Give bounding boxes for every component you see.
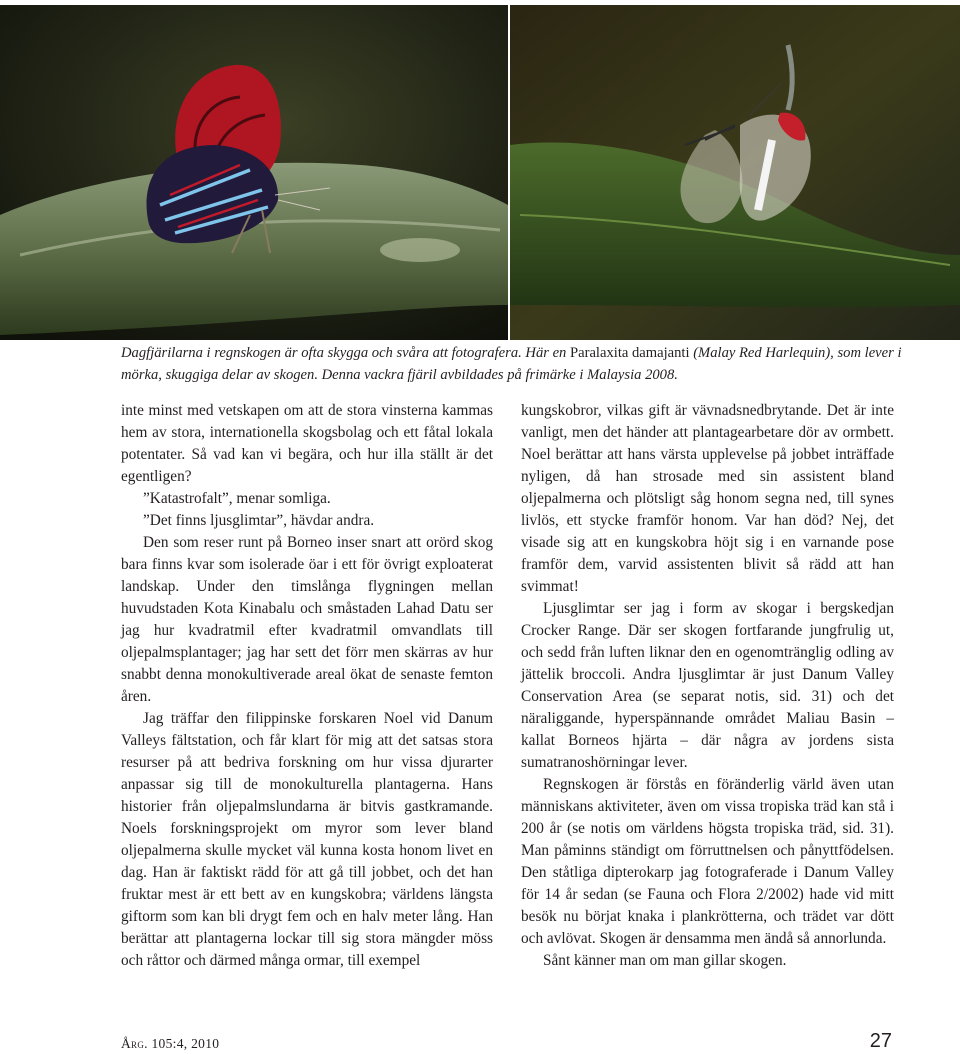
article-column-right — [521, 400, 894, 972]
photo-red-harlequin-butterfly — [0, 5, 508, 340]
caption-text-2: (Malay Red Harlequin), som lever i mörka, skuggiga delar av skogen. Denna vackra fjäril avbildades på frimärke i Malaysia 2008. — [121, 345, 902, 383]
caption-text-1: Dagfjärilarna i regnskogen är ofta skygga och svåra att fotografera. Här en — [121, 345, 570, 361]
paragraph: inte minst med vetskapen om att de stora vinsterna kammas hem av stora, internationella skogsbolag och ett fåtal lokala potentater. Så vad kan vi begära, och hur illa ställt är det egentligen? — [121, 402, 493, 485]
photo-strip — [0, 5, 960, 340]
paragraph: ”Det finns ljusglimtar”, hävdar andra. — [143, 512, 375, 529]
issue-info: Årg. 105:4, 2010 — [121, 1036, 220, 1051]
page-number: 27 — [869, 1030, 892, 1052]
photo-translucent-butterfly — [510, 5, 960, 340]
photo-caption — [121, 343, 921, 386]
paragraph: Regnskogen är förstås en föränderlig värld även utan människans aktiviteter, även om vissa tropiska träd kan stå i 200 år (se notis om världens högsta tropiska träd, sid. 31). Man påminns ständigt om förruttnelsen och pånyttfödelsen. Den ståtliga dipterokarp jag fotograferade i Danum Valley för 14 år sedan (se Fauna och Flora 2/2002) hade vid mitt besök nu börjat knaka i plankrötterna, och trädet var dött och avlövat. Skogen är densamma men ändå så annorlunda. — [521, 776, 894, 947]
butterfly-red-blue-icon — [0, 5, 508, 340]
butterfly-translucent-icon — [510, 5, 960, 340]
caption-species-name: Paralaxita damajanti — [570, 345, 690, 361]
paragraph: Den som reser runt på Borneo inser snart att orörd skog bara finns kvar som isolerade öar i ett för övrigt exploaterat landskap. Under den timslånga flygningen mellan huvudstaden Kota Kinabalu och småstaden Lahad Datu ser jag hur kvadratmil efter kvadratmil omvandlats till oljepalmsplantager; jag har sett det förr men skärras av hur snabbt denna monokultiverade areal ökat de senaste femton åren. — [121, 534, 493, 705]
paragraph: Sånt känner man om man gillar skogen. — [543, 952, 787, 969]
paragraph: Jag träffar den filippinske forskaren Noel vid Danum Valleys fältstation, och får klart för mig att det satsas stora resurser på att bedriva forskning om hur vissa djurarter anpassar sig till de monokulturella plantagerna. Hans historier från oljepalmslundarna är bitvis gastkramande. Noels forskningsprojekt om myror som lever bland oljepalmerna skulle mycket väl kunna kosta honom livet en dag. Han är faktiskt rädd för att gå till jobbet, och det han fruktar mest är ett bett av en kungskobra; världens längsta giftorm som kan bli drygt fem och en halv meter lång. Han berättar att plantagerna lockar till sig stora mängder möss och råttor och därmed många ormar, till exempel — [121, 710, 493, 969]
paragraph: ”Katastrofalt”, menar somliga. — [143, 490, 331, 507]
paragraph: Ljusglimtar ser jag i form av skogar i bergskedjan Crocker Range. Där ser skogen fortfarande jungfrulig ut, och sedd från luften liknar den en ogenomtränglig odling av jättelik broccoli. Andra ljusglimtar är just Danum Valley Conservation Area (se separat notis, sid. 31) och det näraliggande, hyperspännande området Maliau Basin – kallat Borneos hjärta – där några av jordens sista sumatranoshörningar lever. — [521, 600, 894, 771]
paragraph: kungskobror, vilkas gift är vävnadsnedbrytande. Det är inte vanligt, men det händer att plantagearbetare dör av ormbett. Noel berättar att hans värsta upplevelse på jobbet inträffade nyligen, då han strosade med sin assistent bland oljepalmerna och plötsligt såg honom segna ned, till synes livlös, ett stycke framför honom. Var han död? Nej, det visade sig att en kungskobra höjt sig i en varnande pose framför dem, varvid assistenten blivit så rädd att han svimmat! — [521, 402, 894, 595]
article-column-left — [121, 400, 493, 972]
